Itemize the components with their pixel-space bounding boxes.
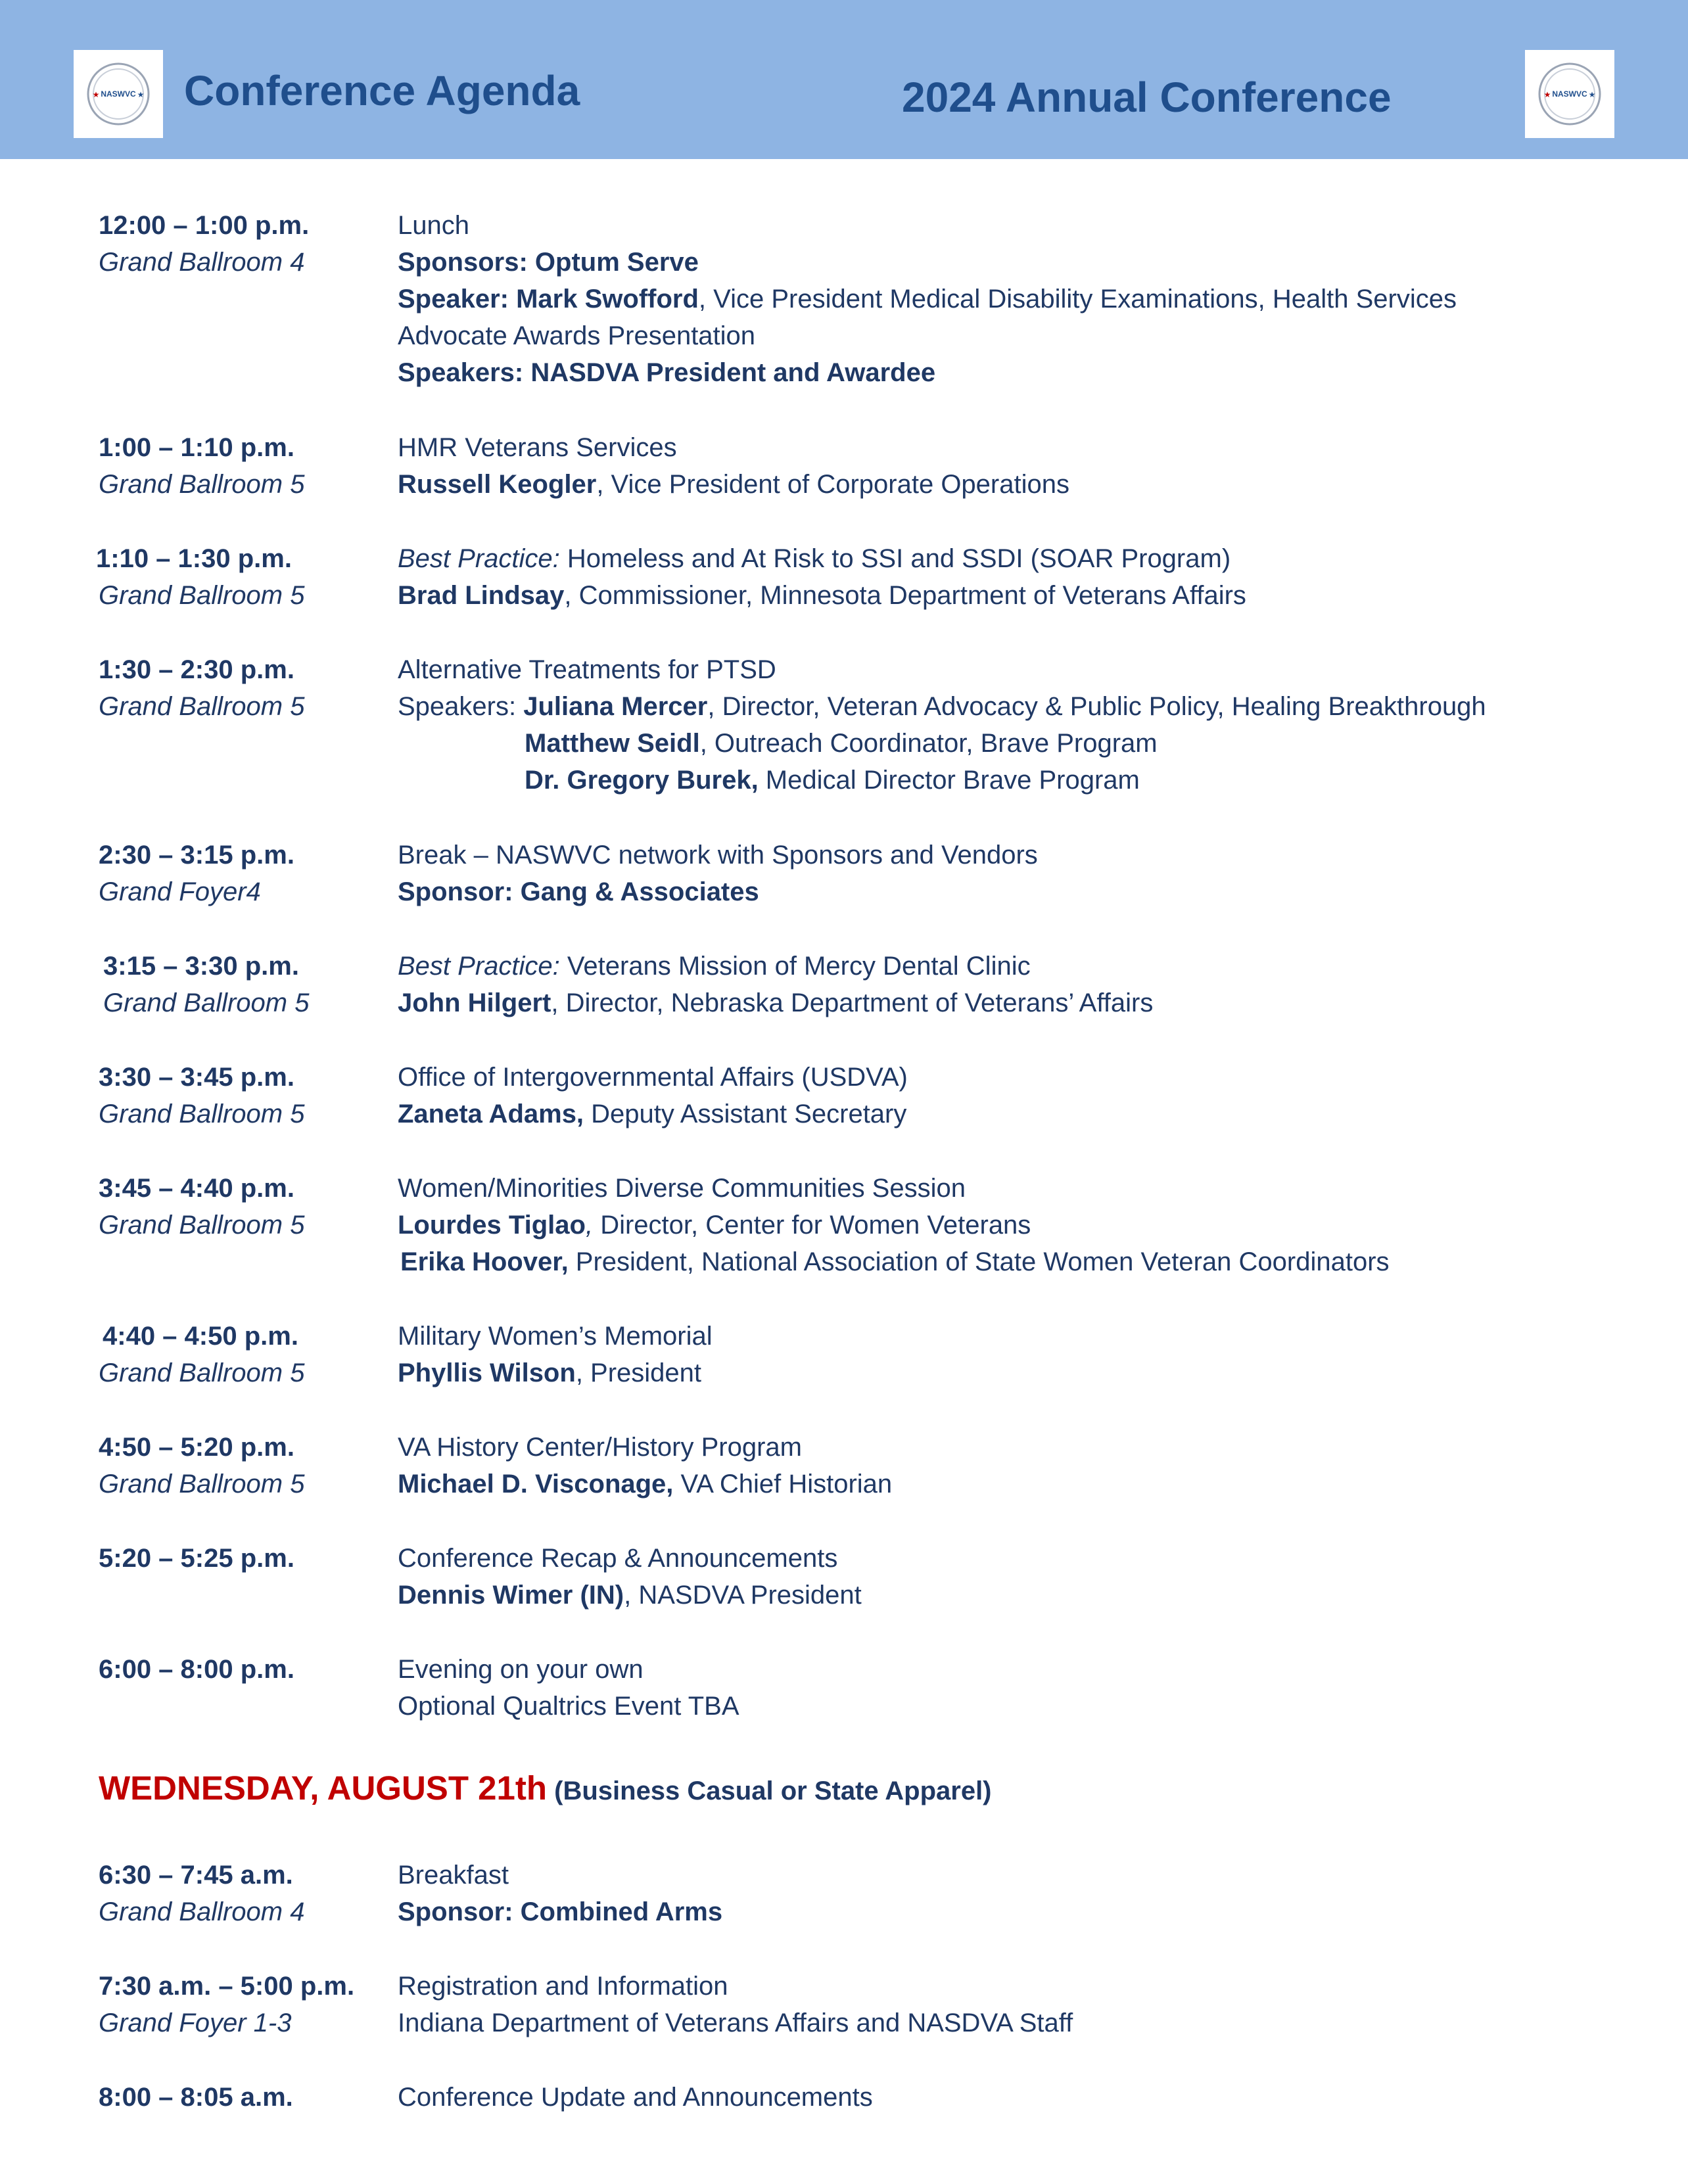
speaker-role: , Commissioner, Minnesota Department of Veterans Affairs bbox=[564, 581, 1246, 610]
session-location: Grand Ballroom 5 bbox=[99, 1100, 305, 1128]
session-time: 1:30 – 2:30 p.m. bbox=[99, 655, 294, 684]
session-location: Grand Ballroom 5 bbox=[99, 581, 305, 610]
speaker-name: Matthew Seidl bbox=[525, 729, 700, 758]
session-location: Grand Foyer4 bbox=[99, 877, 261, 906]
session-sponsor: Sponsors: Optum Serve bbox=[398, 248, 699, 277]
best-practice-label: Best Practice: bbox=[398, 952, 560, 981]
session-time: 2:30 – 3:15 p.m. bbox=[99, 841, 294, 870]
session-location: Grand Foyer 1-3 bbox=[99, 2009, 292, 2037]
session-location: Grand Ballroom 5 bbox=[103, 988, 310, 1017]
svg-text:NASWVC: NASWVC bbox=[101, 89, 136, 99]
session-title: VA History Center/History Program bbox=[398, 1433, 802, 1462]
day-heading-dress-code: (Business Casual or State Apparel) bbox=[547, 1777, 992, 1805]
speaker-role: , NASDVA President bbox=[624, 1581, 862, 1610]
speaker-role: President, National Association of State Women Veteran Coordinators bbox=[568, 1247, 1390, 1276]
session-time: 3:15 – 3:30 p.m. bbox=[103, 952, 299, 981]
session-title: Homeless and At Risk to SSI and SSDI (SOAR Program) bbox=[559, 544, 1231, 573]
speaker-name: Lourdes Tiglao bbox=[398, 1211, 586, 1240]
best-practice-label: Best Practice: bbox=[398, 544, 560, 573]
day-heading-date: WEDNESDAY, AUGUST 21th bbox=[99, 1769, 548, 1807]
svg-text:★: ★ bbox=[137, 90, 145, 99]
session-title: Office of Intergovernmental Affairs (USDVA) bbox=[398, 1063, 908, 1092]
speaker-name: Dr. Gregory Burek, bbox=[525, 766, 759, 795]
speaker-role: , Director, Veteran Advocacy & Public Policy, Healing Breakthrough bbox=[707, 692, 1486, 721]
session-location: Grand Ballroom 4 bbox=[99, 1897, 305, 1926]
speaker-name: Zaneta Adams, bbox=[398, 1100, 584, 1128]
header-title-left: Conference Agenda bbox=[184, 67, 580, 114]
speaker-comma: , bbox=[585, 1211, 594, 1240]
speaker-role: VA Chief Historian bbox=[673, 1470, 893, 1499]
session-time: 3:30 – 3:45 p.m. bbox=[99, 1063, 294, 1092]
session-title: Registration and Information bbox=[398, 1972, 728, 2001]
session-sponsor: Sponsor: Combined Arms bbox=[398, 1897, 723, 1926]
speaker-name: Dennis Wimer (IN) bbox=[398, 1581, 624, 1610]
speaker-role: Director, Center for Women Veterans bbox=[593, 1211, 1031, 1240]
session-title: Military Women’s Memorial bbox=[398, 1322, 713, 1351]
session-subtitle: Indiana Department of Veterans Affairs and NASDVA Staff bbox=[398, 2009, 1073, 2037]
session-title: Conference Recap & Announcements bbox=[398, 1544, 838, 1573]
speaker-role: , Vice President of Corporate Operations bbox=[596, 470, 1069, 499]
session-location: Grand Ballroom 5 bbox=[99, 1470, 305, 1499]
svg-text:NASWVC: NASWVC bbox=[1552, 89, 1587, 99]
naswvc-logo-left bbox=[74, 50, 163, 138]
session-time: 1:00 – 1:10 p.m. bbox=[99, 433, 294, 462]
session-time: 8:00 – 8:05 a.m. bbox=[99, 2083, 293, 2112]
session-title: Veterans Mission of Mercy Dental Clinic bbox=[559, 952, 1031, 981]
session-title: Women/Minorities Diverse Communities Session bbox=[398, 1174, 966, 1203]
svg-text:★: ★ bbox=[1588, 90, 1596, 99]
speaker-name: Juliana Mercer bbox=[523, 692, 708, 721]
session-title: Evening on your own bbox=[398, 1655, 644, 1684]
session-location: Grand Ballroom 5 bbox=[99, 1359, 305, 1387]
session-title: HMR Veterans Services bbox=[398, 433, 677, 462]
session-sponsor: Sponsor: Gang & Associates bbox=[398, 877, 759, 906]
session-time: 7:30 a.m. – 5:00 p.m. bbox=[99, 1972, 355, 2001]
speaker-role: , Director, Nebraska Department of Veterans’ Affairs bbox=[551, 988, 1154, 1017]
speaker-role: , President bbox=[575, 1359, 702, 1387]
session-time: 4:40 – 4:50 p.m. bbox=[103, 1322, 298, 1351]
naswvc-logo-right bbox=[1525, 50, 1614, 138]
session-location: Grand Ballroom 4 bbox=[99, 248, 305, 277]
session-title: Alternative Treatments for PTSD bbox=[398, 655, 776, 684]
speaker-name: Brad Lindsay bbox=[398, 581, 565, 610]
speaker-role: Deputy Assistant Secretary bbox=[584, 1100, 907, 1128]
session-title: Breakfast bbox=[398, 1861, 509, 1890]
session-title: Conference Update and Announcements bbox=[398, 2083, 873, 2112]
speaker-name: Erika Hoover, bbox=[400, 1247, 569, 1276]
header-title-right: 2024 Annual Conference bbox=[902, 74, 1392, 121]
session-time: 4:50 – 5:20 p.m. bbox=[99, 1433, 294, 1462]
speakers-label: Speakers: bbox=[398, 692, 524, 721]
session-title: Lunch bbox=[398, 211, 469, 240]
page-header bbox=[0, 0, 1688, 159]
day-heading bbox=[99, 1771, 992, 1805]
session-time: 3:45 – 4:40 p.m. bbox=[99, 1174, 294, 1203]
svg-text:★: ★ bbox=[92, 90, 100, 99]
speaker-name: Michael D. Visconage, bbox=[398, 1470, 674, 1499]
session-time: 6:00 – 8:00 p.m. bbox=[99, 1655, 294, 1684]
session-location: Grand Ballroom 5 bbox=[99, 692, 305, 721]
svg-text:★: ★ bbox=[1543, 90, 1551, 99]
speaker-role: , Vice President Medical Disability Examinations, Health Services bbox=[698, 285, 1457, 314]
session-title: Break – NASWVC network with Sponsors and Vendors bbox=[398, 841, 1038, 870]
session-time: 5:20 – 5:25 p.m. bbox=[99, 1544, 294, 1573]
session-time: 12:00 – 1:00 p.m. bbox=[99, 211, 310, 240]
session-location: Grand Ballroom 5 bbox=[99, 470, 305, 499]
session-location: Grand Ballroom 5 bbox=[99, 1211, 305, 1240]
session-speakers: Speakers: NASDVA President and Awardee bbox=[398, 358, 936, 387]
speaker-name: John Hilgert bbox=[398, 988, 551, 1017]
speaker-name: Speaker: Mark Swofford bbox=[398, 285, 699, 314]
speaker-role: Medical Director Brave Program bbox=[758, 766, 1140, 795]
session-subtitle: Optional Qualtrics Event TBA bbox=[398, 1692, 739, 1721]
speaker-name: Russell Keogler bbox=[398, 470, 597, 499]
session-time: 1:10 – 1:30 p.m. bbox=[96, 544, 292, 573]
session-time: 6:30 – 7:45 a.m. bbox=[99, 1861, 293, 1890]
session-subtitle: Advocate Awards Presentation bbox=[398, 321, 756, 350]
speaker-role: , Outreach Coordinator, Brave Program bbox=[699, 729, 1158, 758]
speaker-name: Phyllis Wilson bbox=[398, 1359, 576, 1387]
